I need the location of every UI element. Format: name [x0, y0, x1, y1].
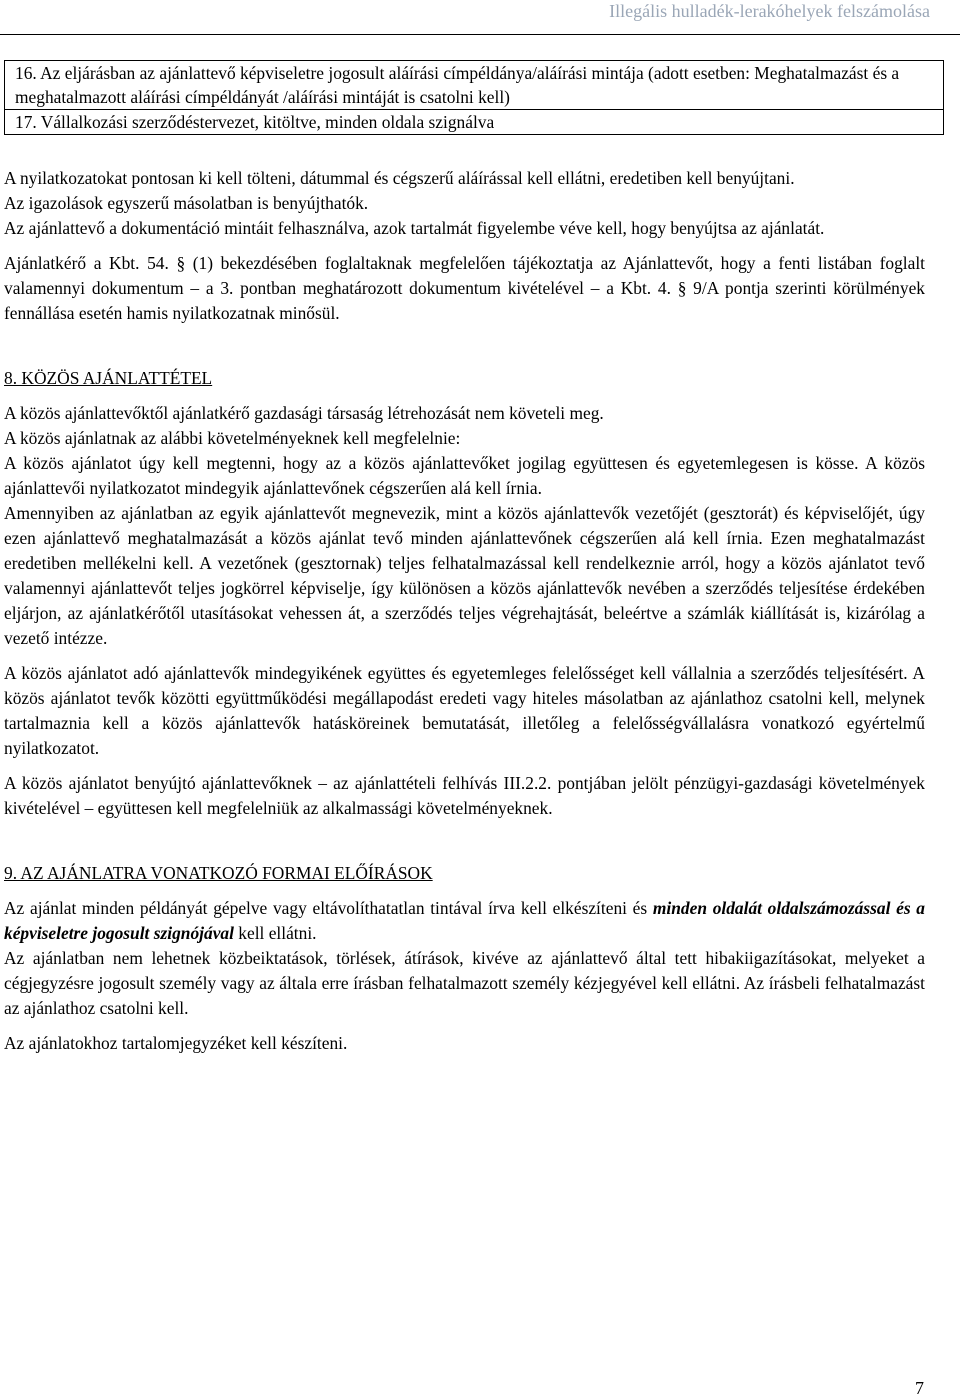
paragraph-declarations: A nyilatkozatokat pontosan ki kell tölteni, dátummal és cégszerű aláírással kell ellátni, eredetiben kell benyújtani. [4, 168, 795, 188]
section-9-paragraph [4, 896, 925, 946]
section-9-text: Az ajánlat minden példányát gépelve vagy eltávolíthatatlan tintával írva kell elkészíteni és [4, 898, 653, 918]
section-9-paragraph: Az ajánlatokhoz tartalomjegyzéket kell készíteni. [4, 1033, 348, 1053]
header-title: Illegális hulladék-lerakóhelyek felszámolása [609, 1, 930, 21]
page-header [609, 0, 930, 22]
section-8-paragraph: A közös ajánlattevőktől ajánlatkérő gazdasági társaság létrehozását nem követeli meg. [4, 403, 604, 423]
section-8-paragraph: A közös ajánlatot benyújtó ajánlattevőknek – az ajánlattételi felhívás III.2.2. pontjában jelölt pénzügyi-gazdasági követelmények kivételével – együttesen kell megfelelniük az alkalmassági követelményeknek. [4, 773, 925, 818]
section-8-paragraph: A közös ajánlatnak az alábbi követelményeknek kell megfelelnie: [4, 428, 461, 448]
page-number: 7 [915, 1378, 924, 1398]
paragraph-certificates: Az igazolások egyszerű másolatban is benyújthatók. [4, 193, 369, 213]
header-divider [0, 34, 960, 35]
section-8-paragraph: Amennyiben az ajánlatban az egyik ajánlattevőt megnevezik, mint a közös ajánlattevők vezetőjét (gesztorát) és képviselőjét, úgy ezen ajánlattevő meghatalmazását a közös ajánlat tevő minden ajánlattevőnek cégszerűen alá kell írnia. Ezen meghatalmazást eredetiben mellékelni kell. A vezetőnek (gesztornak) teljes felhatalmazással kell rendelkeznie arról, hogy a közös ajánlatot tevő valamennyi ajánlattevőt teljes jogkörrel képviselje, így különösen a közös ajánlattevők nevében a szerződés teljesítése érdekében eljárjon, az ajánlatkérőtől utasításokat vehessen át, a szerződés teljes végrehajtását, beleértve a számlák kiállítását is, kizárólag a vezető intézze. [4, 503, 925, 648]
section-9-heading: 9. AZ AJÁNLATRA VONATKOZÓ FORMAI ELŐÍRÁSOK [4, 863, 433, 883]
section-8-heading: 8. KÖZÖS AJÁNLATTÉTEL [4, 368, 213, 388]
section-9-paragraph: Az ajánlatban nem lehetnek közbeiktatások, törlések, átírások, kivéve az ajánlattevő által tett hibakiigazításokat, melyeket a cégjegyzésre jogosult személy vagy az általa erre írásban felhatalmazott személy kézjegyével kell ellátni. Az írásbeli felhatalmazást az ajánlathoz csatolni kell. [4, 948, 925, 1018]
section-9-text: kell ellátni. [233, 923, 317, 943]
section-8-paragraph: A közös ajánlatot adó ajánlattevők mindegyikének együttes és egyetemleges felelősséget kell vállalnia a szerződés teljesítésért. A közös ajánlatot tevők közötti együttműködési megállapodást eredeti vagy hiteles másolatban az ajánlathoz csatolni kell, melynek tartalmaznia kell a közös ajánlattevők hatásköreinek bemutatását, illetőleg a felelősségvállalásra vonatkozó egyértelmű nyilatkozatot. [4, 663, 925, 758]
table-row [5, 61, 944, 110]
section-8-paragraph: A közös ajánlatot úgy kell megtenni, hogy az a közös ajánlattevőket jogilag együttesen és egyetemlegesen is kösse. A közös ajánlattevői nyilatkozatot mindegyik ajánlattevőnek cégszerűen alá kell írnia. [4, 453, 925, 498]
list-item-17: 17. Vállalkozási szerződéstervezet, kitöltve, minden oldala szignálva [5, 110, 944, 135]
table-row [5, 110, 944, 135]
paragraph-templates: Az ajánlattevő a dokumentáció mintáit felhasználva, azok tartalmát figyelembe véve kell, hogy benyújtsa az ajánlatát. [4, 218, 825, 238]
section-9-emphasis: minden oldalát oldalszámozással és a képviseletre jogosult szignójával [4, 898, 925, 943]
document-list-table [4, 60, 944, 135]
list-item-16: 16. Az eljárásban az ajánlattevő képviseletre jogosult aláírási címpéldánya/aláírási mintája (adott esetben: Meghatalmazást és a meghatalmazott aláírási címpéldányát /aláírási mintáját is csatolni kell) [5, 61, 944, 110]
paragraph-kbt-notice: Ajánlatkérő a Kbt. 54. § (1) bekezdésében foglaltaknak megfelelően tájékoztatja az Ajánlattevőt, hogy a fenti listában foglalt valamennyi dokumentum – a 3. pontban meghatározott dokumentum kivételével – a Kbt. 4. § 9/A pontja szerinti körülmények fennállása esetén hamis nyilatkozatnak minősül. [4, 253, 925, 323]
document-body [4, 166, 925, 1056]
